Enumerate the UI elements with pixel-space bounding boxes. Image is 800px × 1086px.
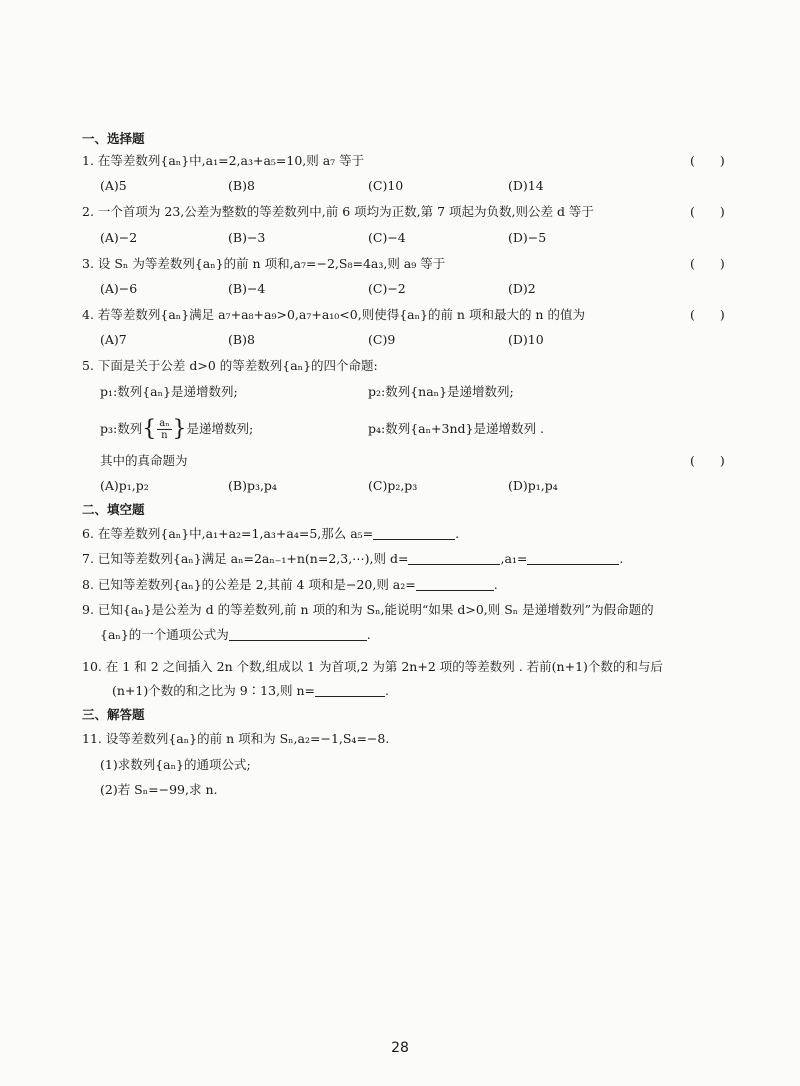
- q10-text: (n+1)个数的和之比为 9∶13,则 n=: [112, 683, 316, 698]
- q1-option-d: (D)14: [508, 178, 544, 193]
- question-5-stem: 5. 下面是关于公差 d>0 的等差数列{aₙ}的四个命题:: [82, 358, 378, 373]
- q1-option-a: (A)5: [100, 178, 127, 193]
- q2-option-c: (C)−4: [368, 230, 406, 245]
- answer-bracket-q5: ( ): [690, 453, 725, 468]
- question-10-line-1: 10. 在 1 和 2 之间插入 2n 个数,组成以 1 为首项,2 为第 2n+2 项的等差数列 . 若前(n+1)个数的和与后: [82, 659, 663, 674]
- q9-end: .: [366, 627, 371, 642]
- q2-option-d: (D)−5: [508, 230, 547, 245]
- q8-end: .: [493, 577, 498, 592]
- fraction-an-over-n: [157, 418, 171, 441]
- q7-end: .: [619, 551, 624, 566]
- q5-ask: 其中的真命题为: [100, 453, 188, 468]
- answer-bracket-q1: ( ): [690, 153, 725, 168]
- question-10-line-2: [112, 682, 389, 700]
- question-9-line-2: [100, 626, 371, 644]
- page-number: 28: [391, 1040, 409, 1056]
- q5-option-d: (D)p₁,p₄: [508, 478, 558, 493]
- answer-blank-q6: [373, 526, 455, 540]
- q4-option-c: (C)9: [368, 332, 396, 347]
- question-11-part-2: (2)若 Sₙ=−99,求 n.: [100, 782, 218, 797]
- q5-proposition-p2: p₂:数列{naₙ}是递增数列;: [368, 384, 514, 399]
- right-brace-symbol: }: [172, 416, 187, 442]
- answer-bracket-q4: ( ): [690, 307, 725, 322]
- question-9-line-1: 9. 已知{aₙ}是公差为 d 的等差数列,前 n 项的和为 Sₙ,能说明“如果 d>0,则 Sₙ 是递增数列”为假命题的: [82, 602, 654, 617]
- answer-blank-q7-a1: [527, 551, 619, 565]
- answer-blank-q10: [315, 683, 385, 697]
- q8-text: 8. 已知等差数列{aₙ}的公差是 2,其前 4 项和是−20,则 a₂=: [82, 577, 416, 592]
- question-11-stem: 11. 设等差数列{aₙ}的前 n 项和为 Sₙ,a₂=−1,S₄=−8.: [82, 731, 390, 746]
- q5-option-a: (A)p₁,p₂: [100, 478, 149, 493]
- answer-bracket-q3: ( ): [690, 256, 725, 271]
- q7-mid: ,a₁=: [500, 551, 528, 566]
- q5-p3-suffix: 是递增数列;: [186, 421, 254, 436]
- q7-text: 7. 已知等差数列{aₙ}满足 aₙ=2aₙ₋₁+n(n=2,3,⋯),则 d=: [82, 551, 409, 566]
- section-heading-solutions: 三、解答题: [82, 707, 145, 722]
- q3-option-d: (D)2: [508, 281, 536, 296]
- q1-option-c: (C)10: [368, 178, 404, 193]
- answer-blank-q9: [229, 627, 367, 641]
- q1-option-b: (B)8: [228, 178, 255, 193]
- q3-option-c: (C)−2: [368, 281, 406, 296]
- q5-proposition-p1: p₁:数列{aₙ}是递增数列;: [100, 384, 238, 399]
- section-heading-fill-in: 二、填空题: [82, 502, 145, 517]
- question-8: [82, 576, 498, 594]
- q5-option-b: (B)p₃,p₄: [228, 478, 277, 493]
- q4-option-b: (B)8: [228, 332, 255, 347]
- q5-proposition-p3: [100, 414, 253, 445]
- q3-option-b: (B)−4: [228, 281, 266, 296]
- q10-end: .: [385, 683, 390, 698]
- fraction-denominator: n: [161, 430, 168, 441]
- q6-text: 6. 在等差数列{aₙ}中,a₁+a₂=1,a₃+a₄=5,那么 a₅=: [82, 526, 374, 541]
- section-heading-multiple-choice: 一、选择题: [82, 131, 145, 146]
- q5-proposition-p4: p₄:数列{aₙ+3nd}是递增数列 .: [368, 421, 544, 436]
- question-11-part-1: (1)求数列{aₙ}的通项公式;: [100, 757, 251, 772]
- fraction-numerator: aₙ: [159, 418, 170, 429]
- q5-option-c: (C)p₂,p₃: [368, 478, 418, 493]
- q6-end: .: [455, 526, 460, 541]
- question-7: [82, 550, 623, 568]
- left-brace-symbol: {: [142, 416, 157, 442]
- answer-blank-q8: [416, 577, 494, 591]
- question-3-stem: 3. 设 Sₙ 为等差数列{aₙ}的前 n 项和,a₇=−2,S₈=4a₃,则 a₉ 等于: [82, 256, 446, 271]
- q2-option-a: (A)−2: [100, 230, 138, 245]
- q4-option-d: (D)10: [508, 332, 544, 347]
- answer-blank-q7-d: [408, 551, 500, 565]
- question-6: [82, 525, 459, 543]
- q3-option-a: (A)−6: [100, 281, 138, 296]
- q9-text: {aₙ}的一个通项公式为: [100, 627, 229, 642]
- q5-p3-prefix: p₃:数列: [100, 421, 143, 436]
- q2-option-b: (B)−3: [228, 230, 266, 245]
- q4-option-a: (A)7: [100, 332, 127, 347]
- answer-bracket-q2: ( ): [690, 204, 725, 219]
- question-1-stem: 1. 在等差数列{aₙ}中,a₁=2,a₃+a₅=10,则 a₇ 等于: [82, 153, 365, 168]
- question-2-stem: 2. 一个首项为 23,公差为整数的等差数列中,前 6 项均为正数,第 7 项起为负数,则公差 d 等于: [82, 204, 594, 219]
- question-4-stem: 4. 若等差数列{aₙ}满足 a₇+a₈+a₉>0,a₇+a₁₀<0,则使得{aₙ}的前 n 项和最大的 n 的值为: [82, 307, 585, 322]
